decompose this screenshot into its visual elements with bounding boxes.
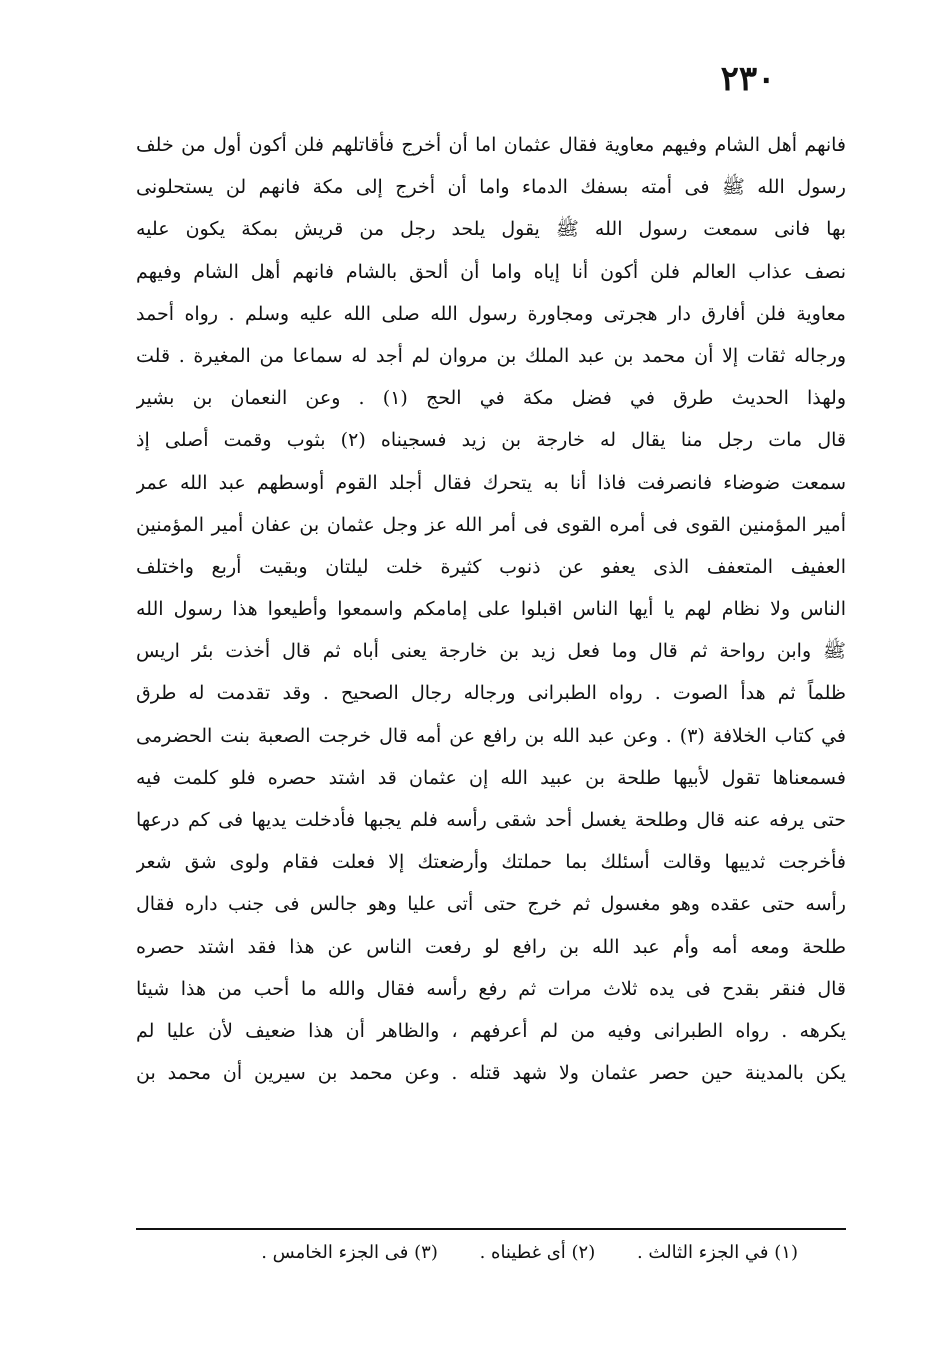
text-line: الناس ولا نظام لهم يا أيها الناس اقبلوا على إمامكم واسمعوا وأطيعوا هذا رسول الله <box>136 598 846 621</box>
text-line: رأسه حتى عقده وهو مغسول ثم خرج حتى أتى عليا وهو جالس فى جنب داره فقال <box>136 893 846 916</box>
text-line: فسمعناها تقول لأبيها طلحة بن عبيد الله إن عثمان قد اشتد حصره فلو كلمت فيه <box>136 766 846 789</box>
text-line: ظلماً ثم هدأ الصوت . رواه الطبرانى ورجاله رجال الصحيح . وقد تقدمت له طرق <box>136 682 846 705</box>
text-line: يكرهه . رواه الطبرانى وفيه من لم أعرفهم ، والظاهر أن هذا ضعيف لأن عليا لم <box>136 1019 846 1042</box>
text-line: بها فانى سمعت رسول الله ﷺ يقول يلحد رجل من قريش بمكة يكون عليه <box>136 218 846 241</box>
text-line: أمير المؤمنين القوى فى أمره القوى فى أمر الله عز وجل عثمان بن عفان أمير المؤمنين <box>136 513 846 536</box>
footnote-3: (٣) فى الجزء الخامس . <box>261 1242 438 1263</box>
text-line: يكن بالمدينة حين حصر عثمان ولا شهد قتله . وعن محمد بن سيرين أن محمد بن <box>136 1062 846 1085</box>
text-line: العفيف المتعفف الذى يعفو عن ذنوب كثيرة خلت ليلتان وبقيت أربع واختلف <box>136 555 846 578</box>
text-line: ورجاله ثقات إلا أن محمد بن عبد الملك بن مروان لم أجد له سماعا من المغيرة . قلت <box>136 344 846 367</box>
page-number: ٢٣٠ <box>720 59 776 99</box>
text-line: قال فنقر بقدح فى يده ثلاث مرات ثم رفع رأسه فقال والله ما أحب من هذا شيئا <box>136 977 846 1000</box>
footnote-divider <box>136 1228 846 1230</box>
text-line: ﷺ وابن رواحة ثم قال وما فعل زيد بن خارجة يعنى أباه ثم قال أخذت بئر اريس <box>136 640 846 663</box>
text-line: رسول الله ﷺ فى أمته بسفك الدماء واما أن أخرج إلى مكة فانهم لن يستحلونى <box>136 176 846 199</box>
footnote-2: (٢) أى غطيناه . <box>479 1242 596 1263</box>
text-line: فأخرجت ثدييها وقالت أسئلك بما حملتك وأرضعتك إلا فعلت فقام ولوى شق شعر <box>136 851 846 874</box>
footnotes <box>136 1238 798 1268</box>
body-text <box>136 124 846 1094</box>
text-line: سمعت ضوضاء فانصرفت فاذا أنا به يتحرك فقال أجلد القوم أوسطهم عبد الله عمر <box>136 471 846 494</box>
text-line: فانهم أهل الشام وفيهم معاوية فقال عثمان اما أن أخرج فأقاتلهم فلن أكون أول من خلف <box>136 134 846 156</box>
text-line: قال مات رجل منا يقال له خارجة بن زيد فسجيناه (٢) بثوب وقمت أصلى إذ <box>136 429 846 452</box>
text-line: ولهذا الحديث طرق في فضل مكة في الحج (١) . وعن النعمان بن بشير <box>136 387 846 410</box>
text-line: نصف عذاب العالم فلن أكون أنا إياه واما أن ألحق بالشام فانهم أهل الشام وفيهم <box>136 260 846 283</box>
text-line: حتى يرفه عنه قال وطلحة يغسل أحد شقى رأسه فلم يجبها فأدخلت يديها فى كم درعها <box>136 809 846 831</box>
text-line: طلحة ومعه أمه وأم عبد الله بن رافع لو رفعت الناس عن هذا فقد اشتد حصره <box>136 935 846 958</box>
text-line: في كتاب الخلافة (٣) . وعن عبد الله بن رافع عن أمه قال خرجت الصعبة بنت الحضرمى <box>136 724 846 747</box>
footnote-1: (١) في الجزء الثالث . <box>636 1242 798 1263</box>
text-line: معاوية فلن أفارق دار هجرتى ومجاورة رسول الله صلى الله عليه وسلم . رواه أحمد <box>136 302 846 325</box>
